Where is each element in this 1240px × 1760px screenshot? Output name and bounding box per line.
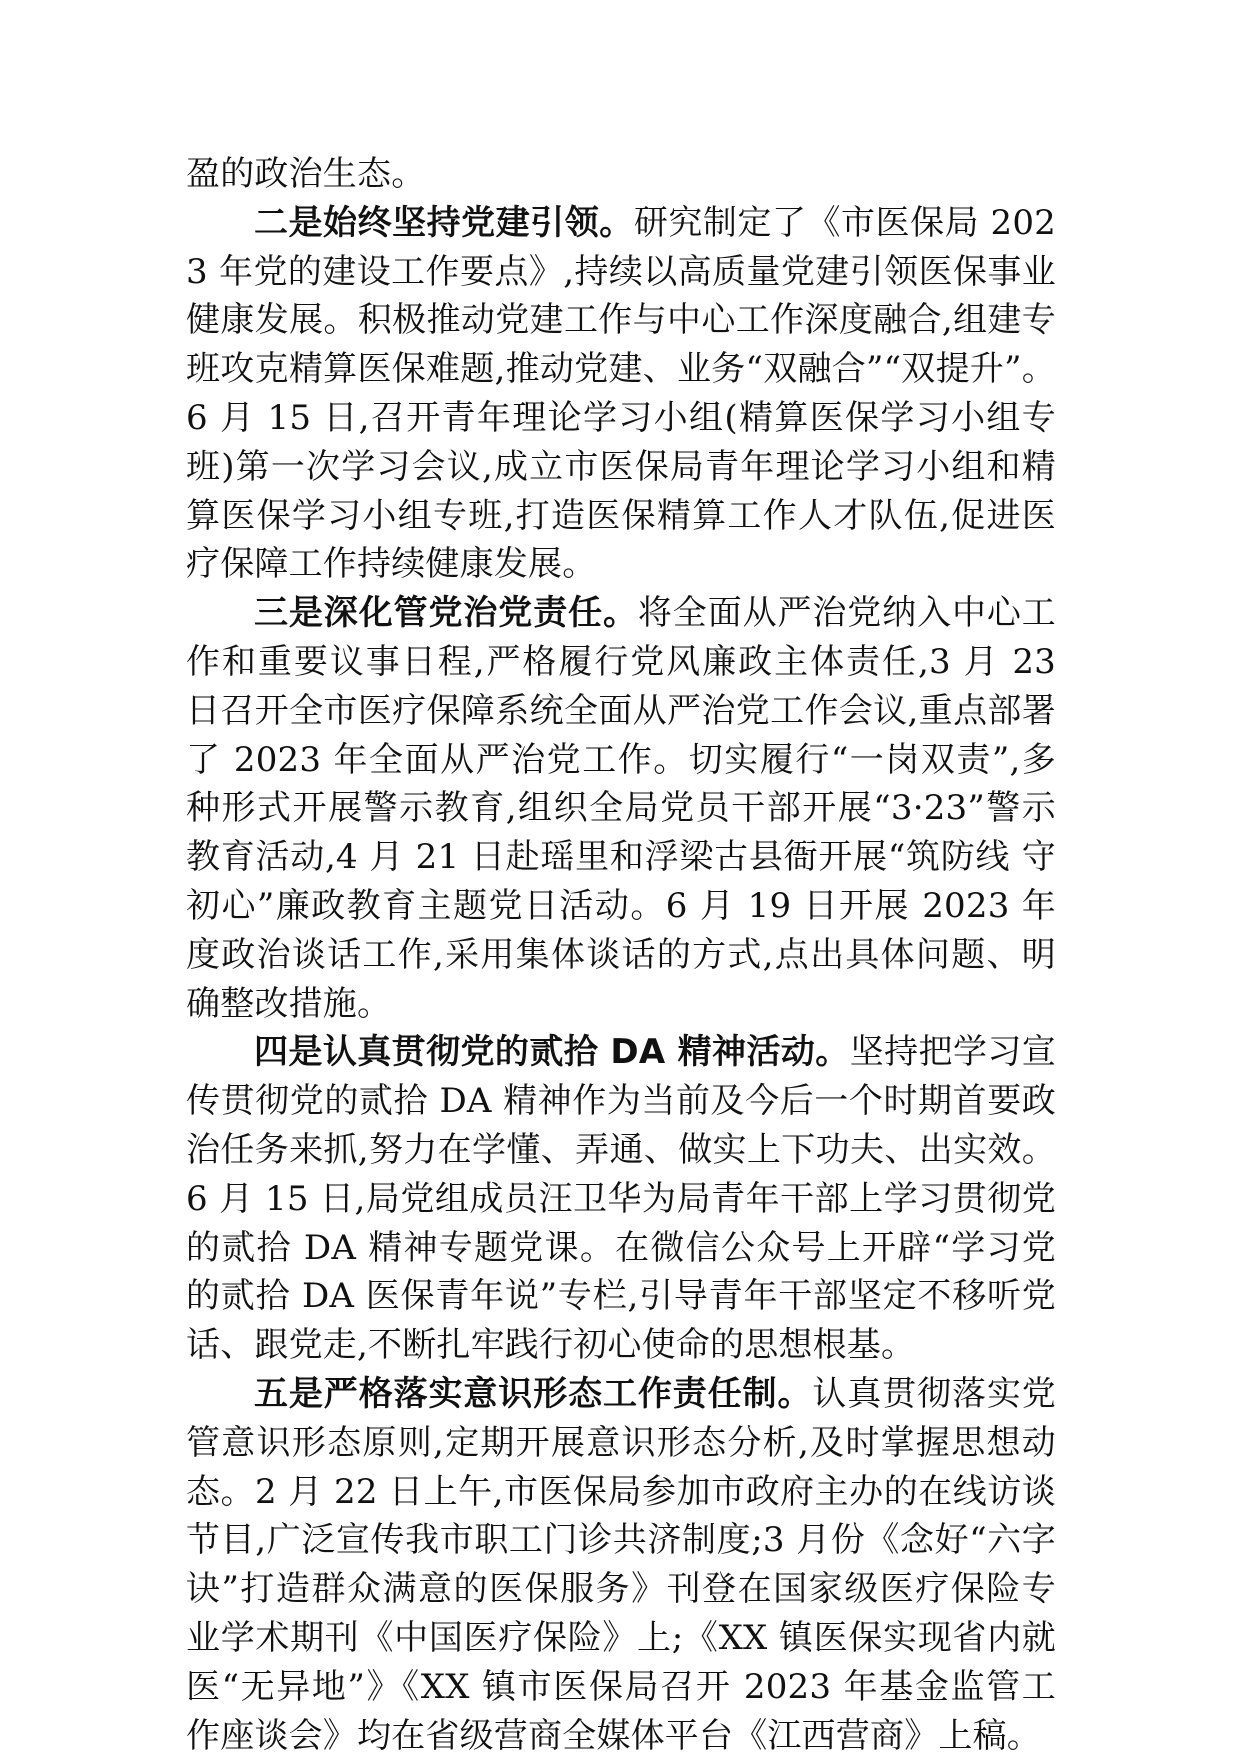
paragraph-spirit-study <box>186 1028 1056 1370</box>
paragraph-lead: 五是严格落实意识形态工作责任制。 <box>254 1373 813 1414</box>
paragraph-body: 研究制定了《市医保局 2023 年党的建设工作要点》,持续以高质量党建引领医保事业健康发展。积极推动党建工作与中心工作深度融合,组建专班攻克精算医保难题,推动党建、业务“双融合”“双提升”。6 月 15 日,召开青年理论学习小组(精算医保学习小组专班)第一次学习会议,成立市医保局青年理论学习小组和精算医保学习小组专班,打造医保精算工作人才队伍,促进医疗保障工作持续健康发展。 <box>186 202 1056 585</box>
paragraph-body: 盈的政治生态。 <box>186 154 426 194</box>
paragraph-ideology-responsibility <box>186 1370 1056 1760</box>
paragraph-body: 将全面从严治党纳入中心工作和重要议事日程,严格履行党风廉政主体责任,3 月 23 日召开全市医疗保障系统全面从严治党工作会议,重点部署了 2023 年全面从严治党工作。切实履行“一岗双责”,多种形式开展警示教育,组织全局党员干部开展“3·23”警示教育活动,4 月 21 日赴瑶里和浮梁古县衙开展“筑防线 守初心”廉政教育主题党日活动。6 月 19 日开展 2023 年度政治谈话工作,采用集体谈话的方式,点出具体问题、明确整改措施。 <box>186 593 1057 1024</box>
paragraph-party-building <box>186 199 1056 589</box>
paragraph-lead: 四是认真贯彻党的贰拾 DA 精神活动。 <box>254 1032 850 1073</box>
paragraph-party-responsibility <box>186 589 1056 1028</box>
paragraph-lead: 二是始终坚持党建引领。 <box>254 202 634 243</box>
document-body <box>186 150 1056 1760</box>
paragraph-lead: 三是深化管党治党责任。 <box>254 593 638 634</box>
paragraph-body: 坚持把学习宣传贯彻党的贰拾 DA 精神作为当前及今后一个时期首要政治任务来抓,努力在学懂、弄通、做实上下功夫、出实效。6 月 15 日,局党组成员汪卫华为局青年干部上学习贯彻党的贰拾 DA 精神专题党课。在微信公众号上开辟“学习党的贰拾 DA 医保青年说”专栏,引导青年干部坚定不移听党话、跟党走,不断扎牢践行初心使命的思想根基。 <box>186 1032 1056 1366</box>
paragraph-continuation <box>186 150 1056 199</box>
paragraph-body: 认真贯彻落实党管意识形态原则,定期开展意识形态分析,及时掌握思想动态。2 月 22 日上午,市医保局参加市政府主办的在线访谈节目,广泛宣传我市职工门诊共济制度;3 月份《念好“六字诀”打造群众满意的医保服务》刊登在国家级医疗保险专业学术期刊《中国医疗保险》上;《XX 镇医保实现省内就医“无异地”》《XX 镇市医保局召开 2023 年基金监管工作座谈会》均在省级营商全媒体平台《江西营商》上稿。 <box>186 1373 1057 1756</box>
